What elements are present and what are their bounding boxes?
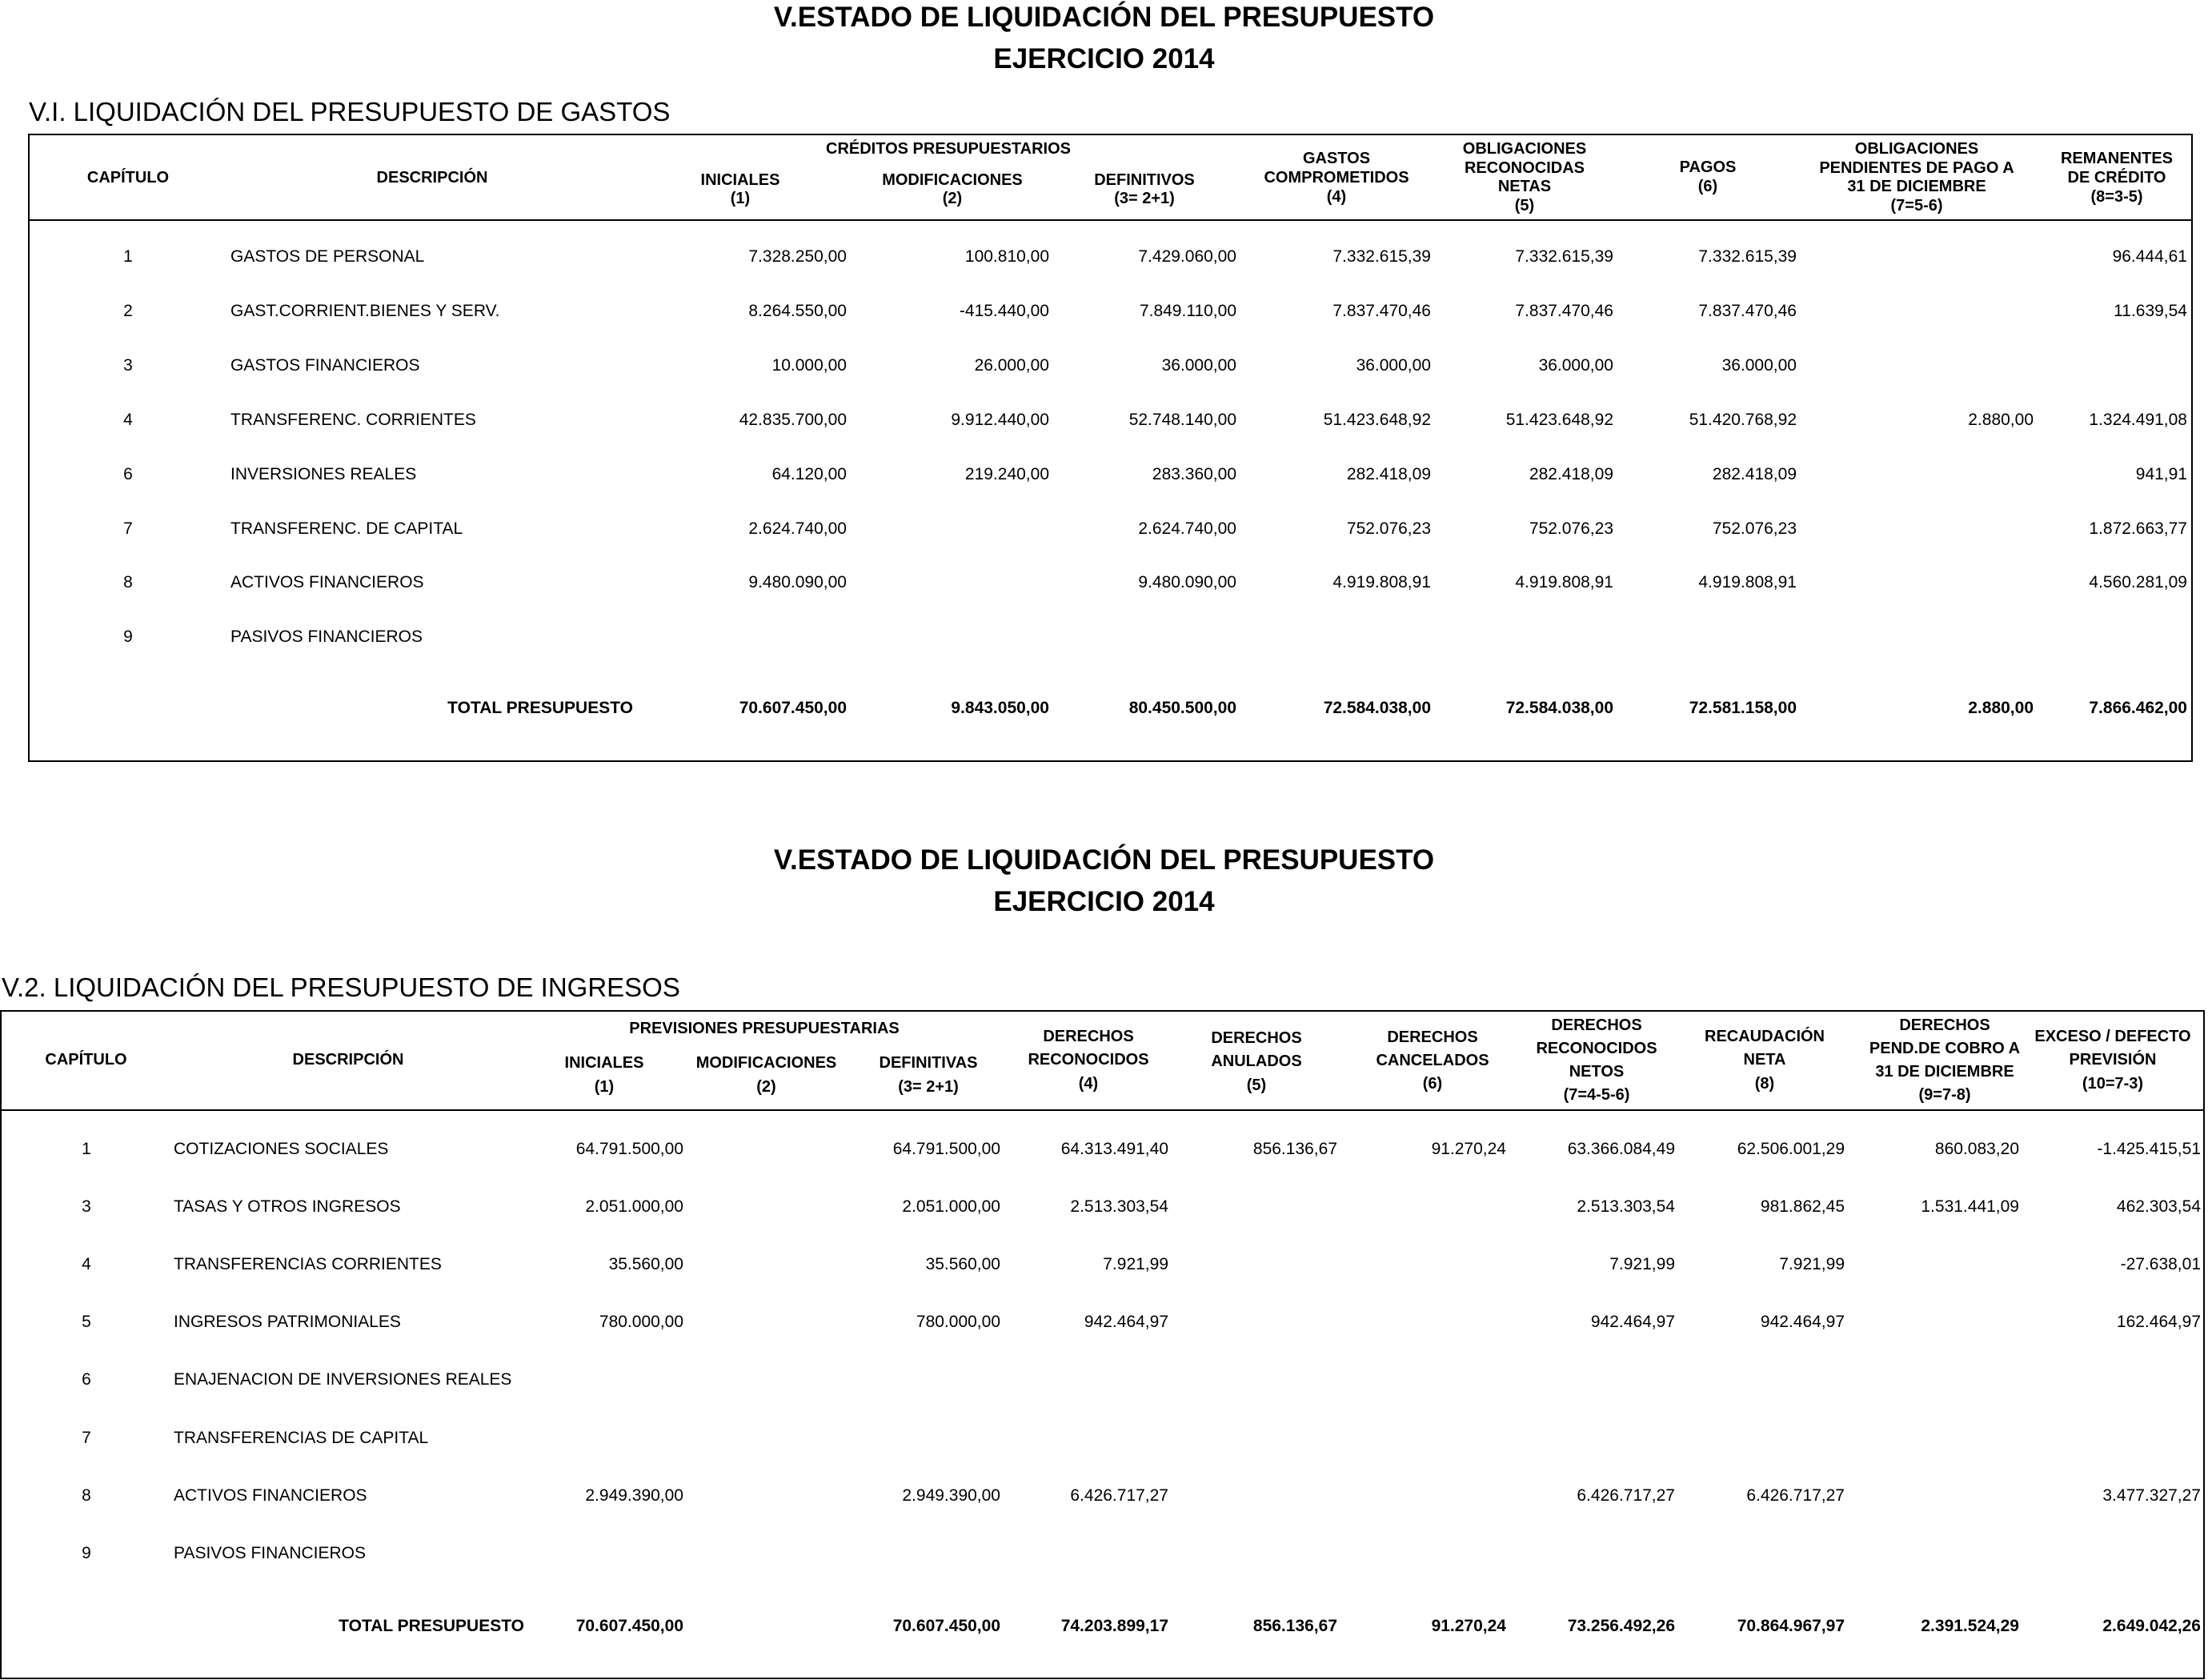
cell-iniciales: 2.949.390,00 (585, 1486, 683, 1505)
header-pend-2: PENDIENTES DE PAGO A (1819, 159, 2014, 177)
cell-reconocidos: 7.921,99 (1103, 1255, 1168, 1273)
cell-recaudacion: 7.921,99 (1779, 1255, 1845, 1273)
header-oblig-1: OBLIGACIONES (1462, 140, 1587, 158)
cell-pend-cobro: 860.083,20 (1934, 1140, 2019, 1158)
header-rcd-3: (8) (1754, 1075, 1775, 1093)
cell-comprometidos: 7.837.470,46 (1332, 302, 1431, 320)
cell-recaudacion: 942.464,97 (1760, 1313, 1845, 1331)
header-gastos-2: COMPROMETIDOS (1264, 169, 1409, 186)
cell-descripcion: TASAS Y OTROS INGRESOS (174, 1197, 401, 1216)
cell-comprometidos: 752.076,23 (1346, 519, 1431, 538)
cell-obligaciones: 752.076,23 (1529, 519, 1613, 538)
cell-iniciales: 64.120,00 (771, 465, 847, 483)
section2-subtitle: V.2. LIQUIDACIÓN DEL PRESUPUESTO DE INGRESOS (2, 972, 680, 1002)
section1-subtitle: V.I. LIQUIDACIÓN DEL PRESUPUESTO DE GASTOS (29, 97, 671, 126)
total-definitivos: 80.450.500,00 (1128, 699, 1236, 717)
cell-definitivos: 9.480.090,00 (1138, 573, 1236, 591)
header-definitivas-num: (3= 2+1) (898, 1078, 959, 1096)
cell-descripcion: TRANSFERENCIAS DE CAPITAL (174, 1429, 429, 1447)
cell-remanentes: 11.639,54 (2114, 302, 2187, 320)
cell-pagos: 51.420.768,92 (1689, 411, 1797, 429)
cell-descripcion: TRANSFERENCIAS CORRIENTES (174, 1255, 442, 1273)
total-comprometidos: 72.584.038,00 (1323, 699, 1431, 717)
cell-reconocidos: 942.464,97 (1084, 1313, 1168, 1331)
header-net-3: NETOS (1569, 1063, 1625, 1081)
cell-pagos: 7.332.615,39 (1698, 247, 1797, 266)
header-modificaciones: MODIFICACIONES (695, 1054, 837, 1072)
cell-recaudacion: 6.426.717,27 (1746, 1486, 1845, 1505)
header-definitivos-num: (3= 2+1) (1114, 190, 1175, 207)
header-net-2: RECONOCIDOS (1536, 1040, 1657, 1057)
cell-obligaciones: 51.423.648,92 (1505, 411, 1613, 429)
cell-capitulo: 7 (123, 519, 133, 538)
header-rec-2: RECONOCIDOS (1028, 1051, 1149, 1069)
cell-exceso: 462.303,54 (2116, 1197, 2201, 1216)
cell-comprometidos: 51.423.648,92 (1323, 411, 1431, 429)
cell-modificaciones: 9.912.440,00 (951, 411, 1049, 429)
header-anu-1: DERECHOS (1211, 1029, 1302, 1047)
header-pend-1: OBLIGACIONES (1854, 140, 1979, 158)
cell-definitivas: 2.949.390,00 (902, 1486, 1000, 1505)
header-anu-3: (5) (1246, 1077, 1267, 1094)
header-modificaciones: MODIFICACIONES (882, 171, 1023, 189)
cell-recaudacion: 981.862,45 (1760, 1197, 1845, 1216)
header-modificaciones-num: (2) (756, 1078, 776, 1096)
cell-descripcion: ENAJENACION DE INVERSIONES REALES (174, 1370, 512, 1389)
cell-recaudacion: 62.506.001,29 (1737, 1140, 1845, 1158)
cell-iniciales: 35.560,00 (608, 1255, 683, 1273)
cell-remanentes: 941,91 (2135, 465, 2187, 483)
header-iniciales: INICIALES (700, 171, 780, 189)
cell-pagos: 7.837.470,46 (1698, 302, 1797, 320)
header-gastos-1: GASTOS (1302, 150, 1371, 167)
cell-pendientes: 2.880,00 (1968, 411, 2034, 429)
total-modificaciones: 9.843.050,00 (951, 699, 1049, 717)
cell-capitulo: 9 (123, 627, 133, 646)
cell-obligaciones: 7.837.470,46 (1515, 302, 1613, 320)
cell-descripcion: TRANSFERENC. DE CAPITAL (230, 519, 463, 538)
total-reconocidos: 74.203.899,17 (1060, 1617, 1168, 1635)
cell-pagos: 752.076,23 (1712, 519, 1797, 538)
ingresos-header-divider (0, 1109, 2205, 1111)
header-rcd-2: NETA (1743, 1051, 1786, 1069)
cell-comprometidos: 36.000,00 (1356, 356, 1431, 375)
cell-modificaciones: 26.000,00 (974, 356, 1049, 375)
cell-capitulo: 7 (82, 1429, 91, 1447)
cell-iniciales: 8.264.550,00 (748, 302, 847, 320)
cell-obligaciones: 36.000,00 (1538, 356, 1613, 375)
cell-obligaciones: 4.919.808,91 (1515, 573, 1613, 591)
cell-capitulo: 9 (82, 1544, 91, 1562)
cell-descripcion: GASTOS DE PERSONAL (230, 247, 425, 266)
gastos-table (28, 134, 2193, 762)
cell-remanentes: 4.560.281,09 (2089, 573, 2187, 591)
cell-comprometidos: 7.332.615,39 (1332, 247, 1431, 266)
cell-iniciales: 2.051.000,00 (585, 1197, 683, 1216)
header-definitivos: DEFINITIVOS (1094, 171, 1195, 189)
total-label: TOTAL PRESUPUESTO (447, 699, 633, 717)
section1-title: V.ESTADO DE LIQUIDACIÓN DEL PRESUPUESTO (773, 2, 1435, 33)
cell-capitulo: 3 (123, 356, 133, 375)
total-pend-cobro: 2.391.524,29 (1921, 1617, 2019, 1635)
cell-definitivas: 35.560,00 (925, 1255, 1000, 1273)
header-iniciales-num: (1) (730, 190, 751, 207)
cell-netos: 63.366.084,49 (1567, 1140, 1675, 1158)
header-oblig-4: (5) (1514, 197, 1535, 215)
cell-exceso: 3.477.327,27 (2102, 1486, 2201, 1505)
header-pcb-2: PEND.DE COBRO A (1869, 1040, 2021, 1057)
cell-descripcion: ACTIVOS FINANCIEROS (230, 573, 424, 591)
cell-descripcion: PASIVOS FINANCIEROS (174, 1544, 366, 1562)
cell-modificaciones: -415.440,00 (959, 302, 1049, 320)
cell-exceso: -27.638,01 (2120, 1255, 2201, 1273)
cell-iniciales: 10.000,00 (771, 356, 847, 375)
header-pend-3: 31 DE DICIEMBRE (1847, 178, 1986, 195)
cell-anulados: 856.136,67 (1252, 1140, 1337, 1158)
cell-reconocidos: 6.426.717,27 (1070, 1486, 1168, 1505)
header-descripcion: DESCRIPCIÓN (376, 169, 488, 186)
header-iniciales-num: (1) (594, 1078, 615, 1096)
cell-pagos: 4.919.808,91 (1698, 573, 1797, 591)
total-recaudacion: 70.864.967,97 (1737, 1617, 1845, 1635)
cell-cancelados: 91.270,24 (1431, 1140, 1506, 1158)
total-pagos: 72.581.158,00 (1689, 699, 1797, 717)
header-net-4: (7=4-5-6) (1563, 1086, 1630, 1104)
cell-capitulo: 6 (123, 465, 133, 483)
cell-descripcion: GAST.CORRIENT.BIENES Y SERV. (230, 302, 500, 320)
header-pend-4: (7=5-6) (1890, 197, 1943, 215)
total-exceso: 2.649.042,26 (2102, 1617, 2201, 1635)
total-cancelados: 91.270,24 (1431, 1617, 1506, 1635)
header-rem-1: REMANENTES (2060, 150, 2173, 167)
cell-netos: 6.426.717,27 (1577, 1486, 1675, 1505)
total-iniciales: 70.607.450,00 (575, 1617, 683, 1635)
header-previsiones-group: PREVISIONES PRESUPUESTARIAS (629, 1020, 900, 1037)
header-can-2: CANCELADOS (1376, 1052, 1489, 1069)
header-oblig-3: NETAS (1497, 178, 1552, 195)
cell-capitulo: 8 (82, 1486, 91, 1505)
cell-pagos: 282.418,09 (1712, 465, 1797, 483)
cell-descripcion: ACTIVOS FINANCIEROS (174, 1486, 367, 1505)
header-pcb-4: (9=7-8) (1918, 1086, 1971, 1104)
cell-modificaciones: 100.810,00 (964, 247, 1049, 266)
cell-iniciales: 2.624.740,00 (748, 519, 847, 538)
header-descripcion: DESCRIPCIÓN (292, 1051, 404, 1069)
cell-descripcion: INGRESOS PATRIMONIALES (174, 1313, 401, 1331)
cell-capitulo: 1 (82, 1140, 91, 1158)
total-netos: 73.256.492,26 (1567, 1617, 1675, 1635)
cell-remanentes: 1.872.663,77 (2089, 519, 2187, 538)
total-obligaciones: 72.584.038,00 (1505, 699, 1613, 717)
cell-pend-cobro: 1.531.441,09 (1921, 1197, 2019, 1216)
header-can-1: DERECHOS (1387, 1028, 1478, 1046)
cell-netos: 942.464,97 (1590, 1313, 1675, 1331)
header-rec-1: DERECHOS (1043, 1028, 1134, 1045)
header-iniciales: INICIALES (564, 1054, 644, 1072)
cell-reconocidos: 2.513.303,54 (1070, 1197, 1168, 1216)
header-net-1: DERECHOS (1551, 1016, 1642, 1034)
total-definitivas: 70.607.450,00 (892, 1617, 1000, 1635)
cell-exceso: 162.464,97 (2116, 1313, 2201, 1331)
cell-capitulo: 4 (82, 1255, 91, 1273)
cell-capitulo: 2 (123, 302, 133, 320)
cell-iniciales: 9.480.090,00 (748, 573, 847, 591)
cell-pagos: 36.000,00 (1721, 356, 1797, 375)
cell-comprometidos: 282.418,09 (1346, 465, 1431, 483)
section2-title: V.ESTADO DE LIQUIDACIÓN DEL PRESUPUESTO (773, 844, 1435, 876)
section2-year: EJERCICIO 2014 (993, 886, 1215, 917)
cell-descripcion: TRANSFERENC. CORRIENTES (230, 411, 476, 429)
header-modificaciones-num: (2) (942, 190, 963, 207)
header-creditos-group: CRÉDITOS PRESUPUESTARIOS (826, 140, 1071, 158)
cell-descripcion: INVERSIONES REALES (230, 465, 417, 483)
cell-descripcion: COTIZACIONES SOCIALES (174, 1140, 389, 1158)
cell-remanentes: 1.324.491,08 (2089, 411, 2187, 429)
cell-capitulo: 6 (82, 1370, 91, 1389)
header-oblig-2: RECONOCIDAS (1464, 159, 1585, 177)
header-definitivas: DEFINITIVAS (879, 1054, 978, 1072)
cell-capitulo: 1 (123, 247, 133, 266)
cell-iniciales: 7.328.250,00 (748, 247, 847, 266)
cell-comprometidos: 4.919.808,91 (1332, 573, 1431, 591)
header-pagos-1: PAGOS (1679, 158, 1737, 176)
cell-definitivas: 780.000,00 (916, 1313, 1000, 1331)
header-pcb-1: DERECHOS (1899, 1016, 1990, 1034)
cell-descripcion: PASIVOS FINANCIEROS (230, 627, 423, 646)
header-pagos-2: (6) (1697, 178, 1718, 195)
cell-capitulo: 3 (82, 1197, 91, 1216)
cell-obligaciones: 282.418,09 (1529, 465, 1613, 483)
cell-capitulo: 4 (123, 411, 133, 429)
cell-iniciales: 42.835.700,00 (739, 411, 847, 429)
cell-netos: 2.513.303,54 (1577, 1197, 1675, 1216)
cell-iniciales: 64.791.500,00 (575, 1140, 683, 1158)
cell-modificaciones: 219.240,00 (964, 465, 1049, 483)
cell-definitivos: 283.360,00 (1152, 465, 1236, 483)
total-label: TOTAL PRESUPUESTO (339, 1617, 524, 1635)
header-exc-1: EXCESO / DEFECTO (2034, 1028, 2191, 1045)
header-rec-3: (4) (1078, 1075, 1099, 1093)
cell-netos: 7.921,99 (1609, 1255, 1675, 1273)
header-rem-2: DE CRÉDITO (2067, 169, 2166, 186)
section1-year: EJERCICIO 2014 (993, 43, 1215, 74)
cell-obligaciones: 7.332.615,39 (1515, 247, 1613, 266)
header-exc-2: PREVISIÓN (2069, 1051, 2157, 1069)
cell-definitivos: 52.748.140,00 (1128, 411, 1236, 429)
gastos-header-divider (28, 219, 2193, 221)
header-anu-2: ANULADOS (1211, 1053, 1302, 1070)
header-pcb-3: 31 DE DICIEMBRE (1875, 1063, 2014, 1081)
cell-capitulo: 5 (82, 1313, 91, 1331)
cell-definitivos: 7.429.060,00 (1138, 247, 1236, 266)
cell-descripcion: GASTOS FINANCIEROS (230, 356, 420, 375)
cell-definitivos: 2.624.740,00 (1138, 519, 1236, 538)
header-rem-3: (8=3-5) (2090, 188, 2143, 206)
cell-exceso: -1.425.415,51 (2097, 1140, 2201, 1158)
total-anulados: 856.136,67 (1252, 1617, 1337, 1635)
header-capitulo: CAPÍTULO (45, 1051, 127, 1069)
total-iniciales: 70.607.450,00 (739, 699, 847, 717)
cell-definitivos: 36.000,00 (1161, 356, 1236, 375)
header-exc-3: (10=7-3) (2082, 1075, 2144, 1093)
cell-definitivas: 2.051.000,00 (902, 1197, 1000, 1216)
header-rcd-1: RECAUDACIÓN (1705, 1028, 1825, 1045)
header-gastos-3: (4) (1326, 188, 1347, 206)
cell-capitulo: 8 (123, 573, 133, 591)
cell-remanentes: 96.444,61 (2112, 247, 2187, 266)
total-remanentes: 7.866.462,00 (2089, 699, 2187, 717)
header-can-3: (6) (1422, 1075, 1443, 1093)
cell-iniciales: 780.000,00 (599, 1313, 683, 1331)
total-pendientes: 2.880,00 (1968, 699, 2034, 717)
cell-reconocidos: 64.313.491,40 (1060, 1140, 1168, 1158)
cell-definitivas: 64.791.500,00 (892, 1140, 1000, 1158)
cell-definitivos: 7.849.110,00 (1139, 302, 1236, 320)
header-capitulo: CAPÍTULO (86, 169, 170, 186)
